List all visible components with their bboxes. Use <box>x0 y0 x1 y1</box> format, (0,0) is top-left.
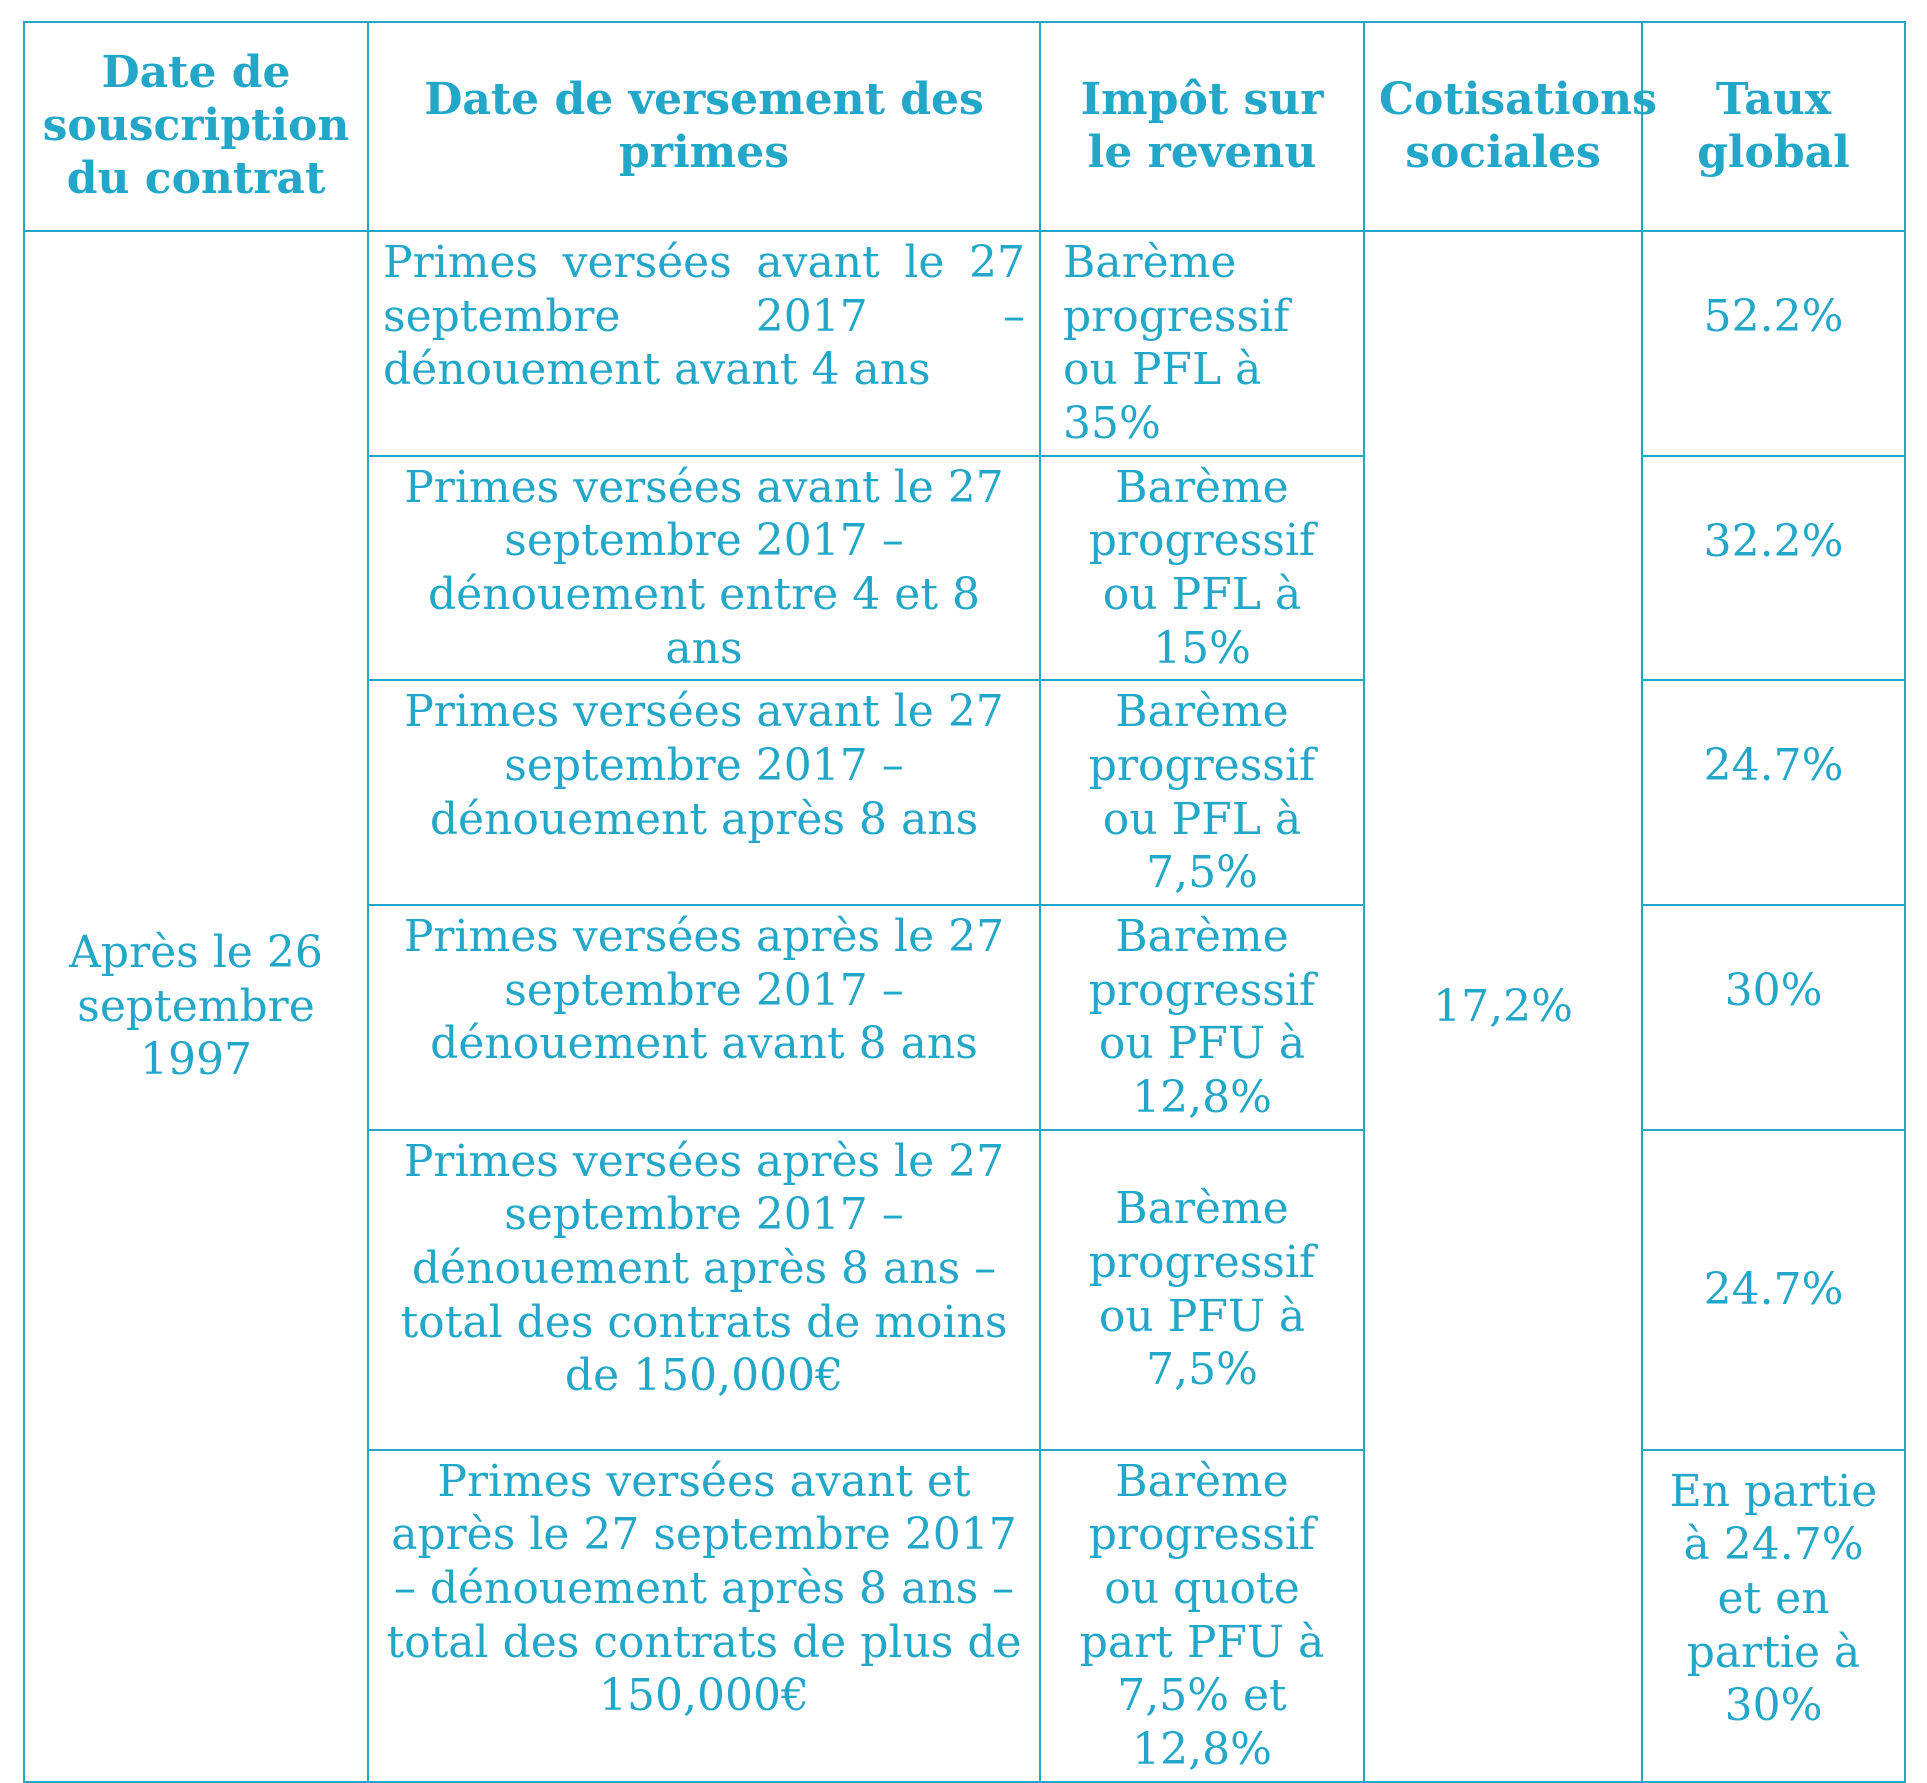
payment-date-cell: Primes versées avant le 27 septembre 2017 – dénouement entre 4 et 8 ans <box>368 456 1040 681</box>
header-subscription-date: Date de souscription du contrat <box>24 22 368 231</box>
income-tax-cell: Barème progressif ou PFL à 7,5% <box>1040 680 1364 905</box>
table-row <box>24 231 1905 456</box>
overall-rate-cell: 24.7% <box>1642 1130 1905 1450</box>
income-tax-cell: Barème progressif ou PFL à 35% <box>1040 231 1364 456</box>
payment-date-cell: Primes versées après le 27 septembre 2017 – dénouement après 8 ans – total des contrats de moins de 150,000€ <box>368 1130 1040 1450</box>
payment-date-cell: Primes versées après le 27 septembre 2017 – dénouement avant 8 ans <box>368 905 1040 1130</box>
overall-rate-cell: 24.7% <box>1642 680 1905 905</box>
header-payment-date: Date de versement des primes <box>368 22 1040 231</box>
payment-date-cell: Primes versées avant et après le 27 septembre 2017 – dénouement après 8 ans – total des contrats de plus de 150,000€ <box>368 1450 1040 1782</box>
income-tax-cell: Barème progressif ou PFL à 15% <box>1040 456 1364 681</box>
overall-rate-cell: 52.2% <box>1642 231 1905 456</box>
income-tax-cell: Barème progressif ou PFU à 12,8% <box>1040 905 1364 1130</box>
subscription-date-cell: Après le 26 septembre 1997 <box>24 231 368 1782</box>
tax-rate-table <box>23 21 1906 1783</box>
overall-rate-cell: 32.2% <box>1642 456 1905 681</box>
header-row <box>24 22 1905 231</box>
header-income-tax: Impôt sur le revenu <box>1040 22 1364 231</box>
income-tax-cell: Barème progressif ou PFU à 7,5% <box>1040 1130 1364 1450</box>
payment-date-cell: Primes versées avant le 27 septembre 2017 – dénouement après 8 ans <box>368 680 1040 905</box>
overall-rate-cell: 30% <box>1642 905 1905 1130</box>
income-tax-cell: Barème progressif ou quote part PFU à 7,5% et 12,8% <box>1040 1450 1364 1782</box>
header-social-contributions: Cotisations sociales <box>1364 22 1642 231</box>
header-overall-rate: Taux global <box>1642 22 1905 231</box>
payment-date-cell: Primes versées avant le 27 septembre 2017 – dénouement avant 4 ans <box>368 231 1040 456</box>
social-contributions-cell: 17,2% <box>1364 231 1642 1782</box>
overall-rate-cell: En partie à 24.7% et en partie à 30% <box>1642 1450 1905 1782</box>
